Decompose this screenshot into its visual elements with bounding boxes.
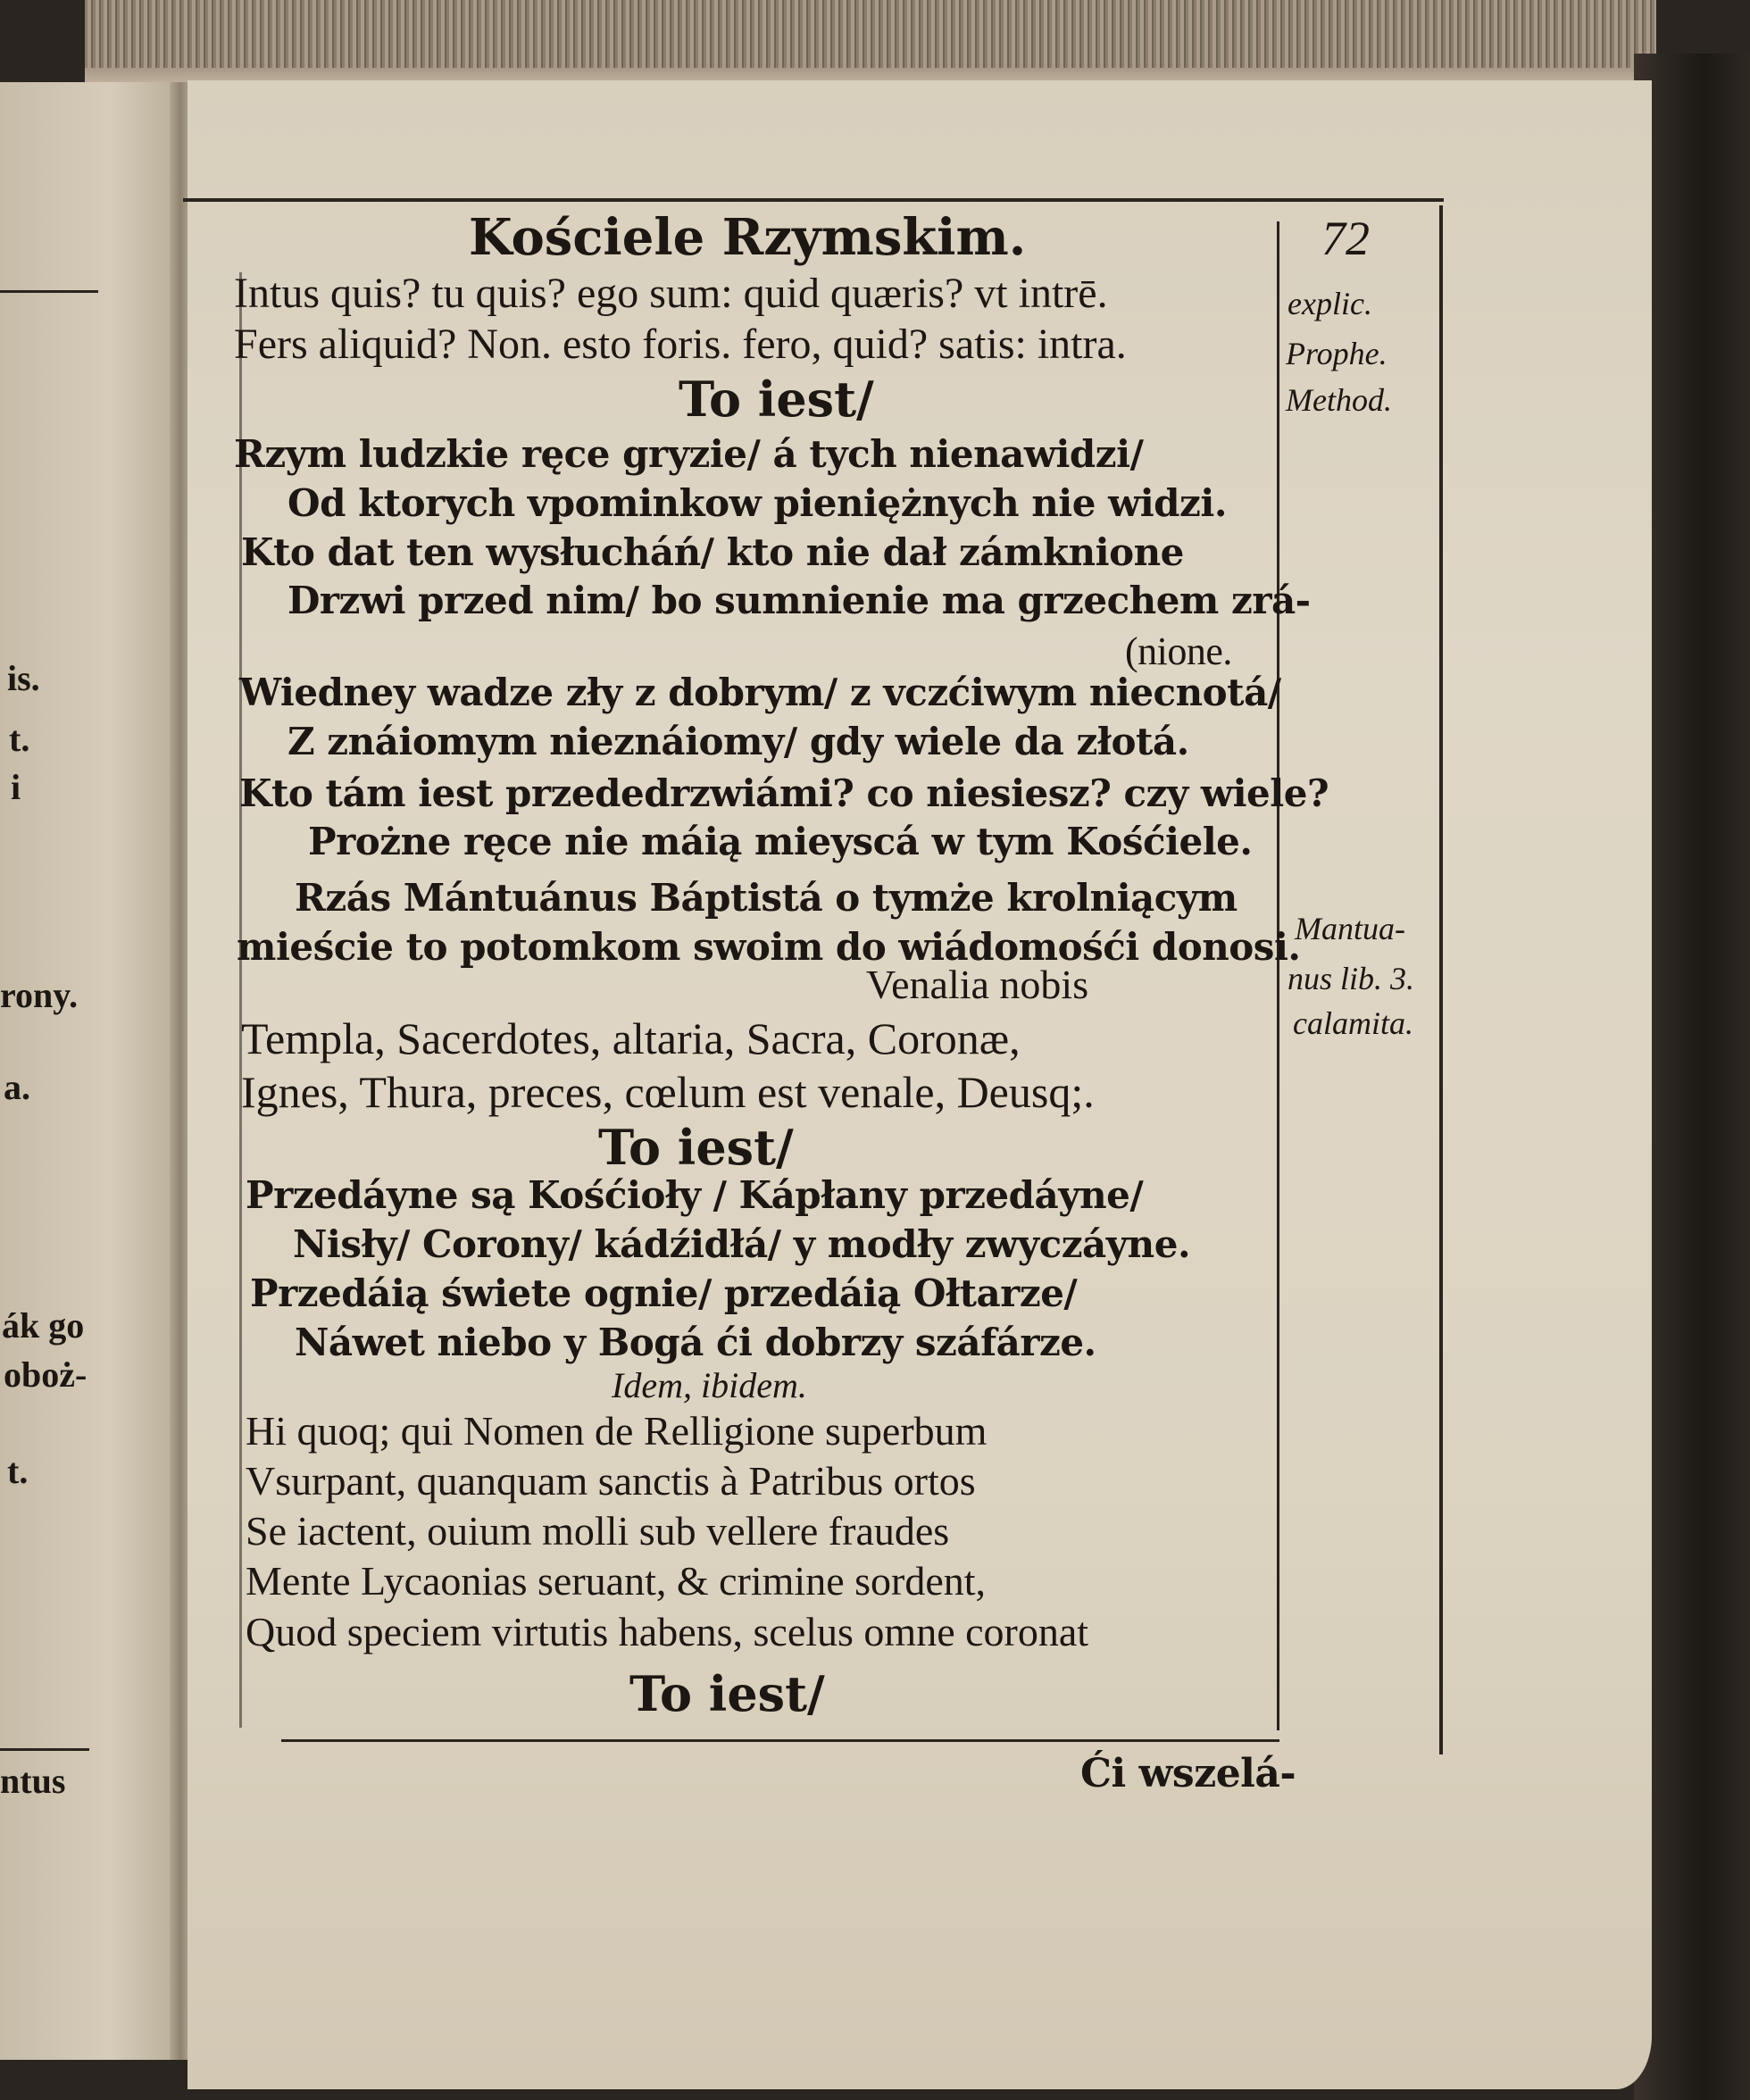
text-line: Quod speciem virtutis habens, scelus omne coronat	[246, 1609, 1089, 1654]
text-line: Se iactent, ouium molli sub vellere fraudes	[246, 1508, 950, 1554]
margin-note: Mantua-	[1295, 911, 1405, 946]
text-line: Od ktorych vpominkow pieniężnych nie widzi.	[288, 481, 1227, 525]
text-line: Kto tám iest przededrzwiámi? co niesiesz? czy wiele?	[239, 771, 1329, 815]
margin-note: Method.	[1286, 382, 1392, 418]
book-top-edge	[85, 0, 1656, 88]
text-line: Rzym ludzkie ręce gryzie/ á tych nienawidzi/	[234, 432, 1144, 476]
text-line: Przedáią świete ognie/ przedáią Ołtarze/	[250, 1271, 1078, 1315]
section-heading: To iest/	[598, 1119, 794, 1176]
left-fragment: is.	[7, 658, 40, 698]
left-fragment: a.	[4, 1067, 30, 1107]
text-line: Rzás Mántuánus Báptistá o tymże krolniącym	[295, 876, 1238, 920]
text-line: Idem, ibidem.	[612, 1365, 807, 1405]
text-line: Náwet niebo y Bogá ći dobrzy száfárze.	[295, 1321, 1096, 1364]
text-line: Fers aliquid? Non. esto foris. fero, quid? satis: intra.	[234, 321, 1127, 368]
bottom-rule	[281, 1739, 1279, 1742]
outer-rule	[1439, 205, 1443, 1754]
text-line: Prożne ręce nie máią mieyscá w tym Kośćiele.	[308, 820, 1253, 863]
text-line: (nione.	[1125, 629, 1232, 673]
text-line: Drzwi przed nim/ bo sumnienie ma grzechem zrá-	[288, 579, 1311, 622]
left-fragment: t.	[7, 1451, 29, 1491]
inner-rule	[239, 272, 242, 1728]
text-line: Vsurpant, quanquam sanctis à Patribus ortos	[246, 1458, 976, 1504]
text-line: Hi quoq; qui Nomen de Relligione superbum	[246, 1408, 988, 1454]
left-fragment: rony.	[0, 975, 79, 1015]
section-heading: To iest/	[679, 371, 874, 428]
text-line: Wiedney wadze zły z dobrym/ z vczćiwym niecnotá/	[239, 671, 1281, 714]
left-fragment: i	[11, 767, 21, 807]
text-line: Mente Lycaonias seruant, & crimine sordent,	[246, 1558, 987, 1604]
text-line: Przedáyne są Kośćioły / Kápłany przedáyne/	[246, 1173, 1144, 1217]
top-rule	[183, 198, 1444, 202]
left-fragment: t.	[9, 719, 30, 759]
margin-note: Prophe.	[1286, 336, 1388, 371]
text-line: Intus quis? tu quis? ego sum: quid quæris? vt intrē.	[234, 270, 1108, 317]
text-line: Nisły/ Corony/ kádźidłá/ y modły zwyczáyne.	[293, 1222, 1191, 1266]
left-fragment: ntus	[0, 1761, 66, 1801]
left-fragment: oboż-	[4, 1354, 88, 1395]
margin-note: explic.	[1288, 286, 1372, 321]
catchword: Ći wszelá-	[1080, 1751, 1296, 1796]
section-heading: To iest/	[629, 1665, 825, 1722]
column-rule	[1277, 221, 1279, 1730]
page-number: 72	[1321, 212, 1370, 265]
text-line: mieście to potomkom swoim do wiádomośći donosi.	[237, 925, 1301, 969]
left-rule-bottom	[0, 1748, 89, 1751]
left-rule-top	[0, 290, 98, 293]
text-line: Kto dat ten wysłucháń/ kto nie dał zámknione	[241, 530, 1184, 574]
text-line: Z znáiomym nieznáiomy/ gdy wiele da złotá.	[288, 720, 1189, 763]
left-fragment: ák go	[2, 1305, 85, 1346]
running-head: Kościele Rzymskim.	[469, 208, 1027, 267]
text-line: Templa, Sacerdotes, altaria, Sacra, Coronæ,	[241, 1013, 1021, 1063]
margin-note: calamita.	[1293, 1005, 1413, 1041]
margin-note: nus lib. 3.	[1288, 961, 1415, 996]
text-line: Venalia nobis	[866, 962, 1089, 1007]
text-line: Ignes, Thura, preces, cœlum est venale, Deusq;.	[241, 1067, 1095, 1117]
